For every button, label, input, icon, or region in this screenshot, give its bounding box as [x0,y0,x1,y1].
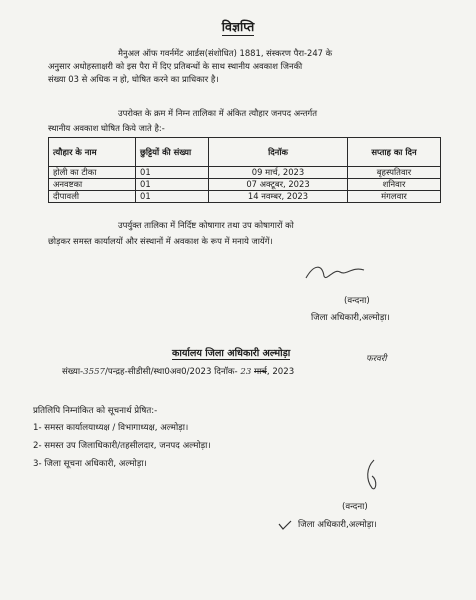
list-item: 2- समस्त उप जिलाधिकारी/तहसीलदार, जनपद अल्मोड़ा। [33,441,211,451]
intro-line-4: उपरोक्त के क्रम में निम्न तालिका में अंकित त्यौहार जनपद अन्तर्गत [118,108,317,118]
festival-cell: होली का टीका [49,167,136,179]
festival-cell: दीपावली [49,191,136,203]
intro-line-3: संख्या 03 से अधिक न हो, घोषित करने का प्राधिकार है। [48,74,219,84]
reference-rest: /पन्द्रह-सीडीसी/स्था0अव0/2023 दिनॉक- [105,367,238,377]
signatory-designation: जिला अधिकारी,अल्मोड़ा। [298,520,377,530]
table-header-row [49,138,441,167]
reference-date-day: 23 [240,367,252,377]
reference-month-struck: मार्च [254,367,267,377]
weekday-cell: शनिवार [348,179,441,191]
note-line-1: उपर्युक्त तालिका में निर्दिष्ट कोषागार तथा उप कोषागारों को [118,220,294,230]
list-item: 1- समस्त कार्यालयाध्यक्ष / विभागाध्यक्ष, अल्मोड़ा। [33,423,189,433]
table-row [49,179,441,191]
column-header-count: छुट्टियों की संख्या [136,138,209,167]
holiday-table [48,137,441,203]
date-cell: 14 नवम्बर, 2023 [209,191,348,203]
table-row [49,191,441,203]
intro-line-1: मैनुअल ऑफ गवर्नमेंट आर्डस(संशोधित) 1881, संस्करण पैरा-247 के [118,48,333,58]
intro-line-5: स्थानीय अवकाश घोषित किये जाते है:- [48,123,165,133]
intro-line-2: अनुसार अधोहस्ताक्षरी को इस पैरा में दिए प्रतिबन्धों के साथ स्थानीय अवकाश जिनकी [48,61,303,71]
count-cell: 01 [136,191,209,203]
office-heading: कार्यालय जिला अधिकारी अल्मोड़ा [172,348,291,359]
weekday-cell: मंगलवार [348,191,441,203]
reference-number: 3557 [83,367,106,377]
tick-mark [278,520,292,530]
signature-scribble [300,260,370,284]
date-cell: 07 अक्टूबर, 2023 [209,179,348,191]
copy-intro: प्रतिलिपि निम्नांकित को सूचनार्थ प्रेषित:- [33,406,158,416]
count-cell: 01 [136,179,209,191]
handwritten-month: फरवरी [366,354,387,364]
signatory-designation: जिला अधिकारी,अल्मोड़ा। [311,313,390,323]
list-item: 3- जिला सूचना अधिकारी, अल्मोड़ा। [33,459,147,469]
date-cell: 09 मार्च, 2023 [209,167,348,179]
festival-cell: अनवष्टका [49,179,136,191]
column-header-festival: त्यौहार के नाम [49,138,136,167]
signatory-name: (वन्दना) [342,502,368,512]
reference-prefix: संख्या- [62,367,84,377]
reference-year: , 2023 [266,367,295,377]
document-heading: विज्ञप्ति [221,19,255,34]
note-line-2: छोड़कर समस्त कार्यालयों और संस्थानों में अवकाश के रूप में मनाये जायेंगें। [48,236,273,246]
table-row [49,167,441,179]
signature-scribble [352,458,392,498]
count-cell: 01 [136,167,209,179]
weekday-cell: बृहस्पतिवार [348,167,441,179]
column-header-date: दिनॉक [209,138,348,167]
reference-line [62,365,294,377]
column-header-weekday: सप्ताह का दिन [348,138,441,167]
signatory-name: (वन्दना) [344,296,370,306]
